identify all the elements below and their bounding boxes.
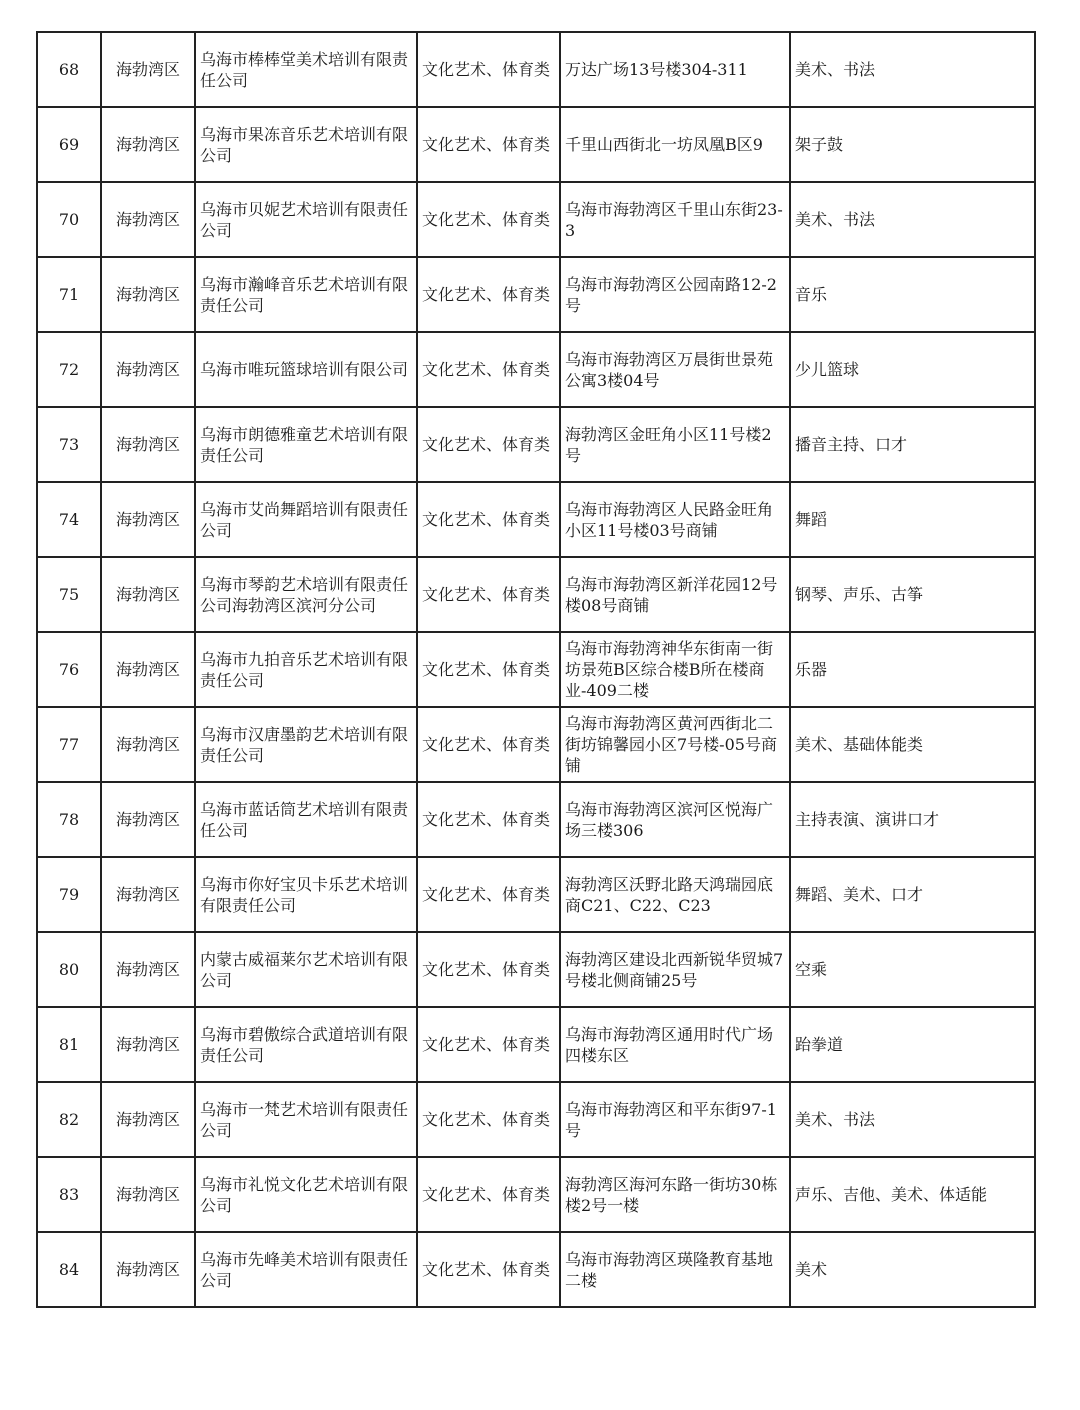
address-cell: 乌海市海勃湾区瑛隆教育基地二楼	[560, 1232, 790, 1307]
table-row	[37, 632, 1035, 707]
row-number: 74	[37, 482, 101, 557]
district-cell: 海勃湾区	[101, 1007, 195, 1082]
institution-name-cell: 乌海市你好宝贝卡乐艺术培训有限责任公司	[195, 857, 417, 932]
category-cell: 文化艺术、体育类	[417, 1082, 560, 1157]
table-row	[37, 1157, 1035, 1232]
address-cell: 海勃湾区建设北西新锐华贸城7号楼北侧商铺25号	[560, 932, 790, 1007]
courses-cell: 主持表演、演讲口才	[790, 782, 1035, 857]
district-cell: 海勃湾区	[101, 1157, 195, 1232]
table-row	[37, 1082, 1035, 1157]
institution-name-cell: 乌海市棒棒堂美术培训有限责任公司	[195, 32, 417, 107]
district-cell: 海勃湾区	[101, 407, 195, 482]
district-cell: 海勃湾区	[101, 1082, 195, 1157]
category-cell: 文化艺术、体育类	[417, 932, 560, 1007]
category-cell: 文化艺术、体育类	[417, 557, 560, 632]
table-row	[37, 332, 1035, 407]
category-cell: 文化艺术、体育类	[417, 332, 560, 407]
institution-name-cell: 乌海市汉唐墨韵艺术培训有限责任公司	[195, 707, 417, 782]
row-number: 68	[37, 32, 101, 107]
courses-cell: 空乘	[790, 932, 1035, 1007]
courses-cell: 美术	[790, 1232, 1035, 1307]
district-cell: 海勃湾区	[101, 257, 195, 332]
address-cell: 海勃湾区沃野北路天鸿瑞园底商C21、C22、C23	[560, 857, 790, 932]
table-row	[37, 557, 1035, 632]
row-number: 83	[37, 1157, 101, 1232]
row-number: 84	[37, 1232, 101, 1307]
courses-cell: 乐器	[790, 632, 1035, 707]
district-cell: 海勃湾区	[101, 482, 195, 557]
institution-name-cell: 乌海市瀚峰音乐艺术培训有限责任公司	[195, 257, 417, 332]
table-row	[37, 1232, 1035, 1307]
institution-name-cell: 乌海市艾尚舞蹈培训有限责任公司	[195, 482, 417, 557]
district-cell: 海勃湾区	[101, 182, 195, 257]
category-cell: 文化艺术、体育类	[417, 1157, 560, 1232]
courses-cell: 跆拳道	[790, 1007, 1035, 1082]
address-cell: 万达广场13号楼304-311	[560, 32, 790, 107]
courses-cell: 舞蹈	[790, 482, 1035, 557]
address-cell: 海勃湾区海河东路一街坊30栋楼2号一楼	[560, 1157, 790, 1232]
district-cell: 海勃湾区	[101, 32, 195, 107]
district-cell: 海勃湾区	[101, 932, 195, 1007]
district-cell: 海勃湾区	[101, 332, 195, 407]
category-cell: 文化艺术、体育类	[417, 32, 560, 107]
row-number: 72	[37, 332, 101, 407]
address-cell: 乌海市海勃湾区万晨街世景苑公寓3楼04号	[560, 332, 790, 407]
row-number: 80	[37, 932, 101, 1007]
address-cell: 乌海市海勃湾区和平东街97-1号	[560, 1082, 790, 1157]
row-number: 69	[37, 107, 101, 182]
institution-list-sheet	[36, 31, 1034, 1308]
row-number: 76	[37, 632, 101, 707]
row-number: 82	[37, 1082, 101, 1157]
institution-name-cell: 乌海市九拍音乐艺术培训有限责任公司	[195, 632, 417, 707]
row-number: 75	[37, 557, 101, 632]
address-cell: 乌海市海勃湾区公园南路12-2号	[560, 257, 790, 332]
address-cell: 乌海市海勃湾区人民路金旺角小区11号楼03号商铺	[560, 482, 790, 557]
table-row	[37, 257, 1035, 332]
row-number: 81	[37, 1007, 101, 1082]
institution-name-cell: 乌海市琴韵艺术培训有限责任公司海勃湾区滨河分公司	[195, 557, 417, 632]
institution-table	[36, 31, 1036, 1308]
table-row	[37, 482, 1035, 557]
institution-name-cell: 乌海市果冻音乐艺术培训有限公司	[195, 107, 417, 182]
row-number: 73	[37, 407, 101, 482]
courses-cell: 播音主持、口才	[790, 407, 1035, 482]
district-cell: 海勃湾区	[101, 557, 195, 632]
institution-name-cell: 乌海市一梵艺术培训有限责任公司	[195, 1082, 417, 1157]
address-cell: 千里山西街北一坊凤凰B区9	[560, 107, 790, 182]
institution-name-cell: 乌海市碧傲综合武道培训有限责任公司	[195, 1007, 417, 1082]
category-cell: 文化艺术、体育类	[417, 1007, 560, 1082]
institution-name-cell: 内蒙古威福莱尔艺术培训有限公司	[195, 932, 417, 1007]
address-cell: 乌海市海勃湾区黄河西街北二街坊锦馨园小区7号楼-05号商铺	[560, 707, 790, 782]
category-cell: 文化艺术、体育类	[417, 782, 560, 857]
table-row	[37, 782, 1035, 857]
courses-cell: 少儿篮球	[790, 332, 1035, 407]
category-cell: 文化艺术、体育类	[417, 407, 560, 482]
category-cell: 文化艺术、体育类	[417, 182, 560, 257]
table-row	[37, 932, 1035, 1007]
courses-cell: 美术、基础体能类	[790, 707, 1035, 782]
table-row	[37, 1007, 1035, 1082]
row-number: 70	[37, 182, 101, 257]
row-number: 71	[37, 257, 101, 332]
address-cell: 乌海市海勃湾区千里山东街23-3	[560, 182, 790, 257]
category-cell: 文化艺术、体育类	[417, 1232, 560, 1307]
district-cell: 海勃湾区	[101, 707, 195, 782]
courses-cell: 舞蹈、美术、口才	[790, 857, 1035, 932]
table-body	[37, 32, 1035, 1307]
row-number: 79	[37, 857, 101, 932]
table-row	[37, 707, 1035, 782]
category-cell: 文化艺术、体育类	[417, 482, 560, 557]
courses-cell: 美术、书法	[790, 1082, 1035, 1157]
institution-name-cell: 乌海市先峰美术培训有限责任公司	[195, 1232, 417, 1307]
table-row	[37, 182, 1035, 257]
category-cell: 文化艺术、体育类	[417, 857, 560, 932]
courses-cell: 声乐、吉他、美术、体适能	[790, 1157, 1035, 1232]
table-row	[37, 32, 1035, 107]
institution-name-cell: 乌海市贝妮艺术培训有限责任公司	[195, 182, 417, 257]
courses-cell: 音乐	[790, 257, 1035, 332]
address-cell: 乌海市海勃湾区新洋花园12号楼08号商铺	[560, 557, 790, 632]
district-cell: 海勃湾区	[101, 107, 195, 182]
table-row	[37, 407, 1035, 482]
address-cell: 乌海市海勃湾神华东街南一街坊景苑B区综合楼B所在楼商业-409二楼	[560, 632, 790, 707]
institution-name-cell: 乌海市蓝话筒艺术培训有限责任公司	[195, 782, 417, 857]
institution-name-cell: 乌海市朗德雅童艺术培训有限责任公司	[195, 407, 417, 482]
category-cell: 文化艺术、体育类	[417, 632, 560, 707]
district-cell: 海勃湾区	[101, 857, 195, 932]
row-number: 78	[37, 782, 101, 857]
table-row	[37, 107, 1035, 182]
address-cell: 乌海市海勃湾区滨河区悦海广场三楼306	[560, 782, 790, 857]
district-cell: 海勃湾区	[101, 782, 195, 857]
institution-name-cell: 乌海市礼悦文化艺术培训有限公司	[195, 1157, 417, 1232]
category-cell: 文化艺术、体育类	[417, 257, 560, 332]
district-cell: 海勃湾区	[101, 632, 195, 707]
category-cell: 文化艺术、体育类	[417, 107, 560, 182]
table-row	[37, 857, 1035, 932]
courses-cell: 美术、书法	[790, 32, 1035, 107]
address-cell: 海勃湾区金旺角小区11号楼2号	[560, 407, 790, 482]
institution-name-cell: 乌海市唯玩篮球培训有限公司	[195, 332, 417, 407]
courses-cell: 美术、书法	[790, 182, 1035, 257]
district-cell: 海勃湾区	[101, 1232, 195, 1307]
address-cell: 乌海市海勃湾区通用时代广场四楼东区	[560, 1007, 790, 1082]
category-cell: 文化艺术、体育类	[417, 707, 560, 782]
courses-cell: 架子鼓	[790, 107, 1035, 182]
row-number: 77	[37, 707, 101, 782]
courses-cell: 钢琴、声乐、古筝	[790, 557, 1035, 632]
